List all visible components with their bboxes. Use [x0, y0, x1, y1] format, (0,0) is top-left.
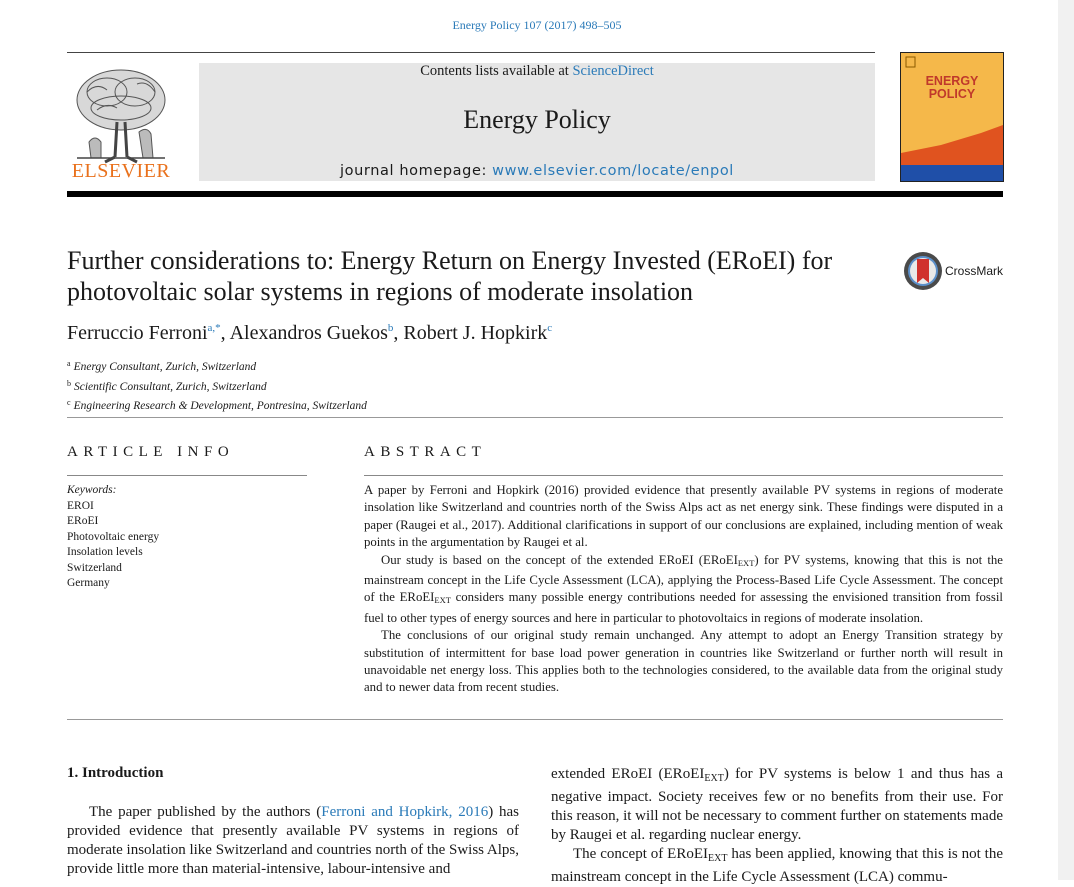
cover-title: ENERGY POLICY	[925, 74, 979, 101]
abstract-paragraph: The conclusions of our original study remain unchanged. Any attempt to adopt an Energy Transition strategy by substitution of intermittent for base load power generation in countries like Switzerland or further north will result in unavoidable net energy loss. This applies both to the technologies considered, to the available data from the original study and to newer data from recent studies.	[364, 628, 1003, 695]
cover-artwork	[901, 53, 1003, 181]
journal-homepage-link[interactable]: www.elsevier.com/locate/enpol	[492, 163, 734, 179]
author-affil-sup[interactable]: c	[547, 322, 553, 334]
keyword-item: Germany	[67, 577, 110, 589]
article-info-heading: ARTICLE INFO	[67, 444, 235, 460]
crossmark-icon[interactable]	[903, 251, 943, 291]
author-name[interactable]: Alexandros Guekos	[229, 322, 388, 344]
abstract-body	[364, 482, 1003, 697]
body-column-right	[551, 765, 1003, 887]
body-paragraph: The concept of ERoEI$_{EXT}$ has been applied, knowing that this is not the mainstream concept in the Life Cycle Assessment (LCA) commu-	[551, 846, 1004, 885]
keyword-item: Insolation levels	[67, 546, 143, 558]
affiliation-item: $^a$ Energy Consultant, Zurich, Switzerland	[67, 359, 257, 373]
sciencedirect-link[interactable]: ScienceDirect	[572, 63, 654, 79]
author-name[interactable]: Robert J. Hopkirk	[403, 322, 548, 344]
body-column-left	[67, 803, 519, 879]
abstract-heading: ABSTRACT	[364, 444, 487, 460]
affiliations	[67, 356, 367, 415]
affiliation-item: $^b$ Scientific Consultant, Zurich, Switzerland	[67, 378, 267, 393]
keywords-label: Keywords:	[67, 484, 117, 496]
author-affil-sup[interactable]: a,*	[207, 322, 221, 334]
keyword-item: Photovoltaic energy	[67, 530, 160, 543]
body-paragraph: The paper published by the authors (Ferroni and Hopkirk, 2016) has provided evidence that presently available PV systems in regions of moderate insolation like Switzerland and countries north of the Swiss Alps, provide little more than material-intensive, labour-intensive and	[67, 804, 520, 877]
abstract-rule	[364, 475, 1003, 476]
crossmark-label[interactable]: CrossMark	[945, 264, 1004, 278]
keyword-item: EROI	[67, 499, 94, 512]
journal-cover-thumbnail[interactable]	[901, 53, 1003, 181]
body-paragraph: extended ERoEI (ERoEI$_{EXT}$) for PV systems is below 1 and thus has a negative impact. Society receives few or no benefits from their use. For this reason, it will not be necessary to comment further on statements made by Raugei et al. regarding nuclear energy.	[551, 766, 1003, 843]
journal-title: Energy Policy	[463, 105, 611, 134]
author-list: Ferruccio Ferroni$^{a,*}$, Alexandros Guekos$^b$, Robert J. Hopkirk$^c$	[67, 322, 553, 344]
section-separator	[67, 417, 1003, 418]
keyword-item: ERoEI	[67, 515, 99, 527]
thick-separator	[67, 191, 1003, 197]
author-affil-sup[interactable]: b	[387, 322, 394, 334]
keywords-list	[67, 483, 159, 592]
abstract-bottom-rule	[67, 719, 1003, 720]
abstract-paragraph: A paper by Ferroni and Hopkirk (2016) provided evidence that presently available PV systems in regions of moderate insolation like Switzerland and countries north of the Swiss Alps act as net energy sink. These findings were disputed in a paper (Raugei et al., 2017). Additional clarifications in support of our conclusions are explained, including mention of weak points in the argumentation by Raugei et al.	[364, 483, 1003, 550]
contents-line: Contents lists available at ScienceDirect	[420, 63, 654, 79]
corresponding-author-star: *	[215, 322, 221, 334]
journal-banner	[199, 63, 875, 181]
header-rule	[67, 52, 875, 53]
author-name[interactable]: Ferruccio Ferroni	[67, 322, 208, 344]
reference-link[interactable]: Ferroni and Hopkirk, 2016	[321, 804, 489, 820]
affiliation-item: $^c$ Engineering Research & Development, Pontresina, Switzerland	[67, 398, 367, 412]
elsevier-wordmark: ELSEVIER	[71, 160, 171, 182]
running-head[interactable]	[0, 18, 1074, 33]
keyword-item: Switzerland	[67, 561, 122, 574]
article-title: Further considerations to: Energy Return on Energy Invested (ERoEI) for photovoltaic solar systems in regions of moderate insolation	[67, 246, 833, 306]
introduction-heading: 1. Introduction	[67, 765, 164, 781]
article-info-rule	[67, 475, 307, 476]
journal-homepage-line: journal homepage: www.elsevier.com/locate/enpol	[340, 163, 734, 179]
abstract-paragraph: Our study is based on the concept of the extended ERoEI (ERoEI$_{EXT}$) for PV systems, knowing that this is not the mainstream concept in the Life Cycle Assessment (LCA), applying the Process-Based Life Cycle Assessment. The concept of the ERoEI$_{EXT}$ considers many possible energy contributions needed for assessing the envisioned transition from fossil fuel to other types of energy sources and here in particular to photovoltaics in regions of moderate insolation.	[364, 552, 1003, 625]
scrollbar-gutter[interactable]	[1058, 0, 1074, 880]
citation-link[interactable]: Energy Policy 107 (2017) 498–505	[452, 18, 622, 32]
